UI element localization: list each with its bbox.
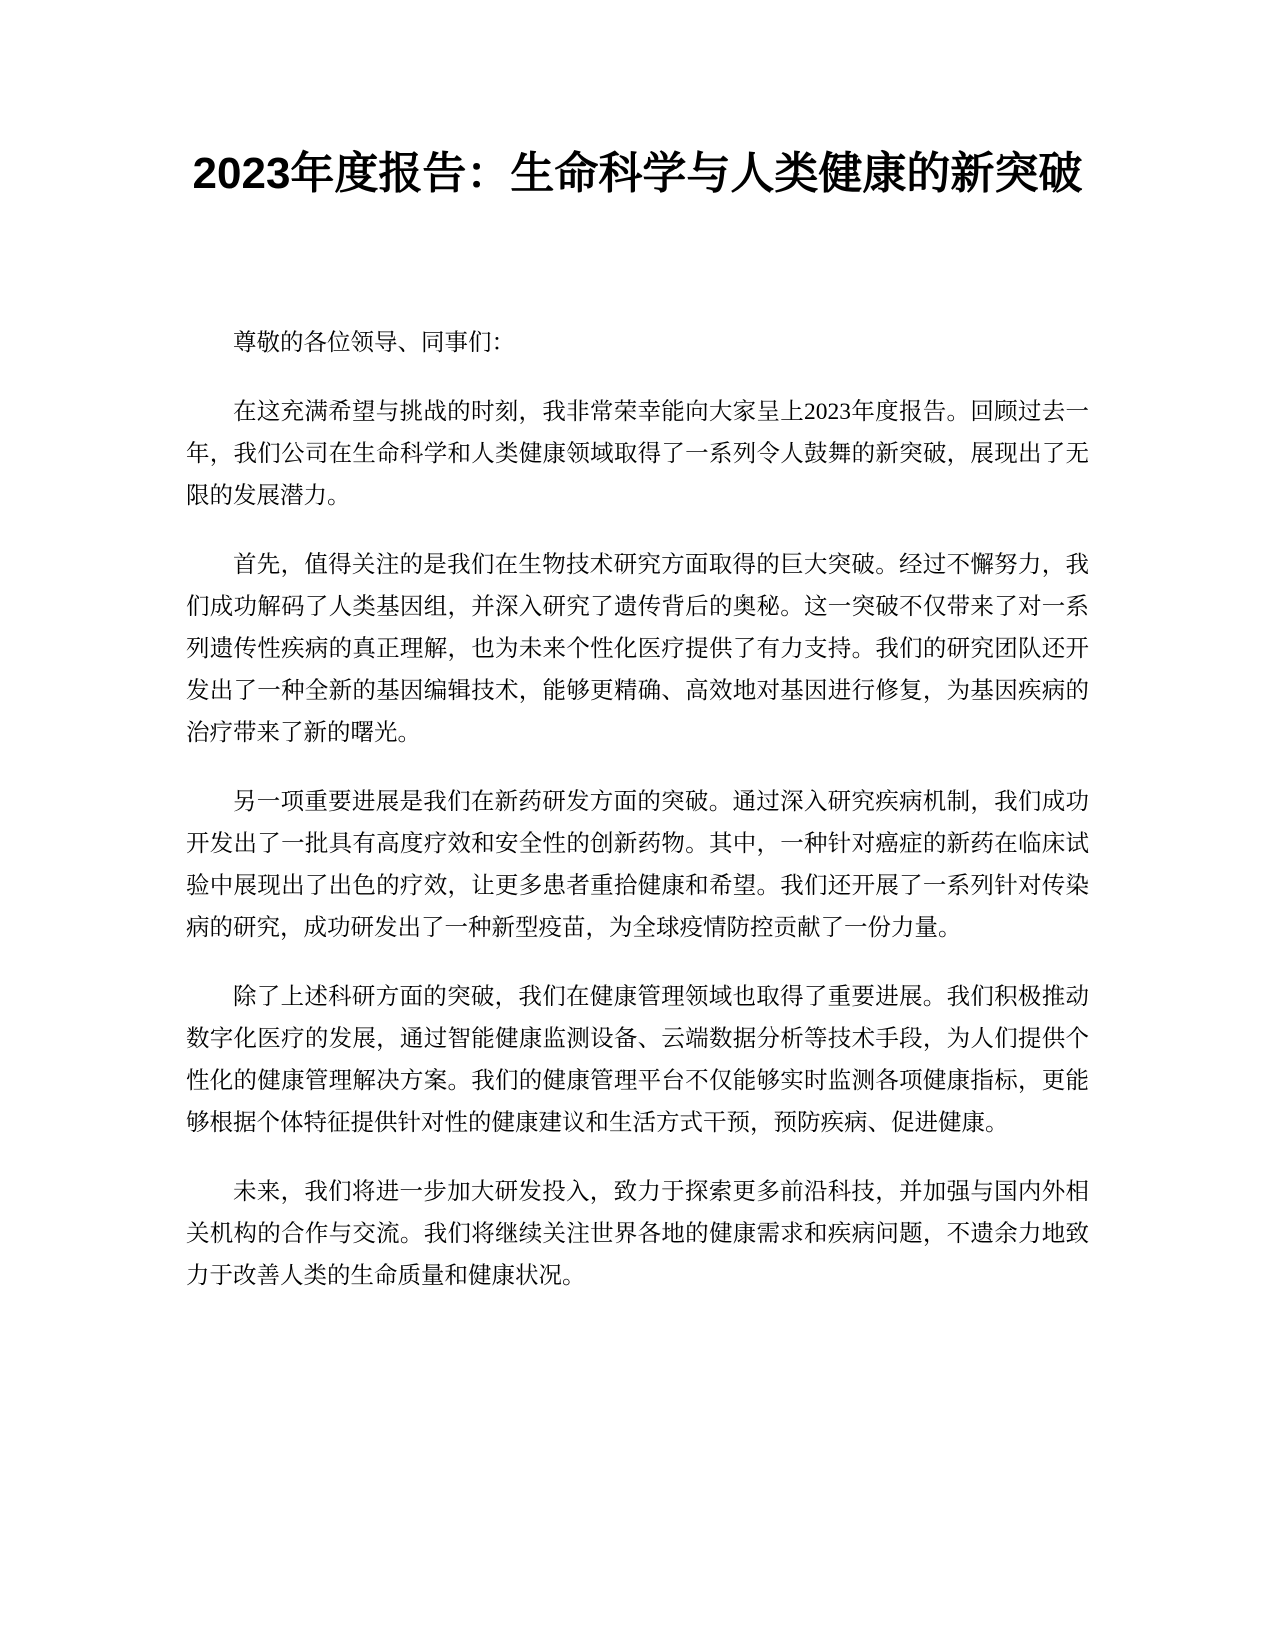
paragraph-health-management: 除了上述科研方面的突破，我们在健康管理领域也取得了重要进展。我们积极推动数字化医疗的发展，通过智能健康监测设备、云端数据分析等技术手段，为人们提供个性化的健康管理解决方案。我们的健康管理平台不仅能够实时监测各项健康指标，更能够根据个体特征提供针对性的健康建议和生活方式干预，预防疾病、促进健康。 (186, 984, 1089, 1136)
paragraph-biotech: 首先，值得关注的是我们在生物技术研究方面取得的巨大突破。经过不懈努力，我们成功解码了人类基因组，并深入研究了遗传背后的奥秘。这一突破不仅带来了对一系列遗传性疾病的真正理解，也为未来个性化医疗提供了有力支持。我们的研究团队还开发出了一种全新的基因编辑技术，能够更精确、高效地对基因进行修复，为基因疾病的治疗带来了新的曙光。 (186, 552, 1089, 746)
document-title: 2023年度报告：生命科学与人类健康的新突破 (192, 149, 1083, 198)
paragraph-intro: 在这充满希望与挑战的时刻，我非常荣幸能向大家呈上2023年度报告。回顾过去一年，我们公司在生命科学和人类健康领域取得了一系列令人鼓舞的新突破，展现出了无限的发展潜力。 (186, 399, 1089, 509)
paragraph-future: 未来，我们将进一步加大研发投入，致力于探索更多前沿科技，并加强与国内外相关机构的合作与交流。我们将继续关注世界各地的健康需求和疾病问题，不遗余力地致力于改善人类的生命质量和健康状况。 (186, 1179, 1089, 1289)
paragraph-salutation: 尊敬的各位领导、同事们： (233, 330, 515, 356)
paragraph-drug-development: 另一项重要进展是我们在新药研发方面的突破。通过深入研究疾病机制，我们成功开发出了一批具有高度疗效和安全性的创新药物。其中，一种针对癌症的新药在临床试验中展现出了出色的疗效，让更多患者重拾健康和希望。我们还开展了一系列针对传染病的研究，成功研发出了一种新型疫苗，为全球疫情防控贡献了一份力量。 (186, 789, 1089, 941)
document-body (186, 322, 1089, 1324)
